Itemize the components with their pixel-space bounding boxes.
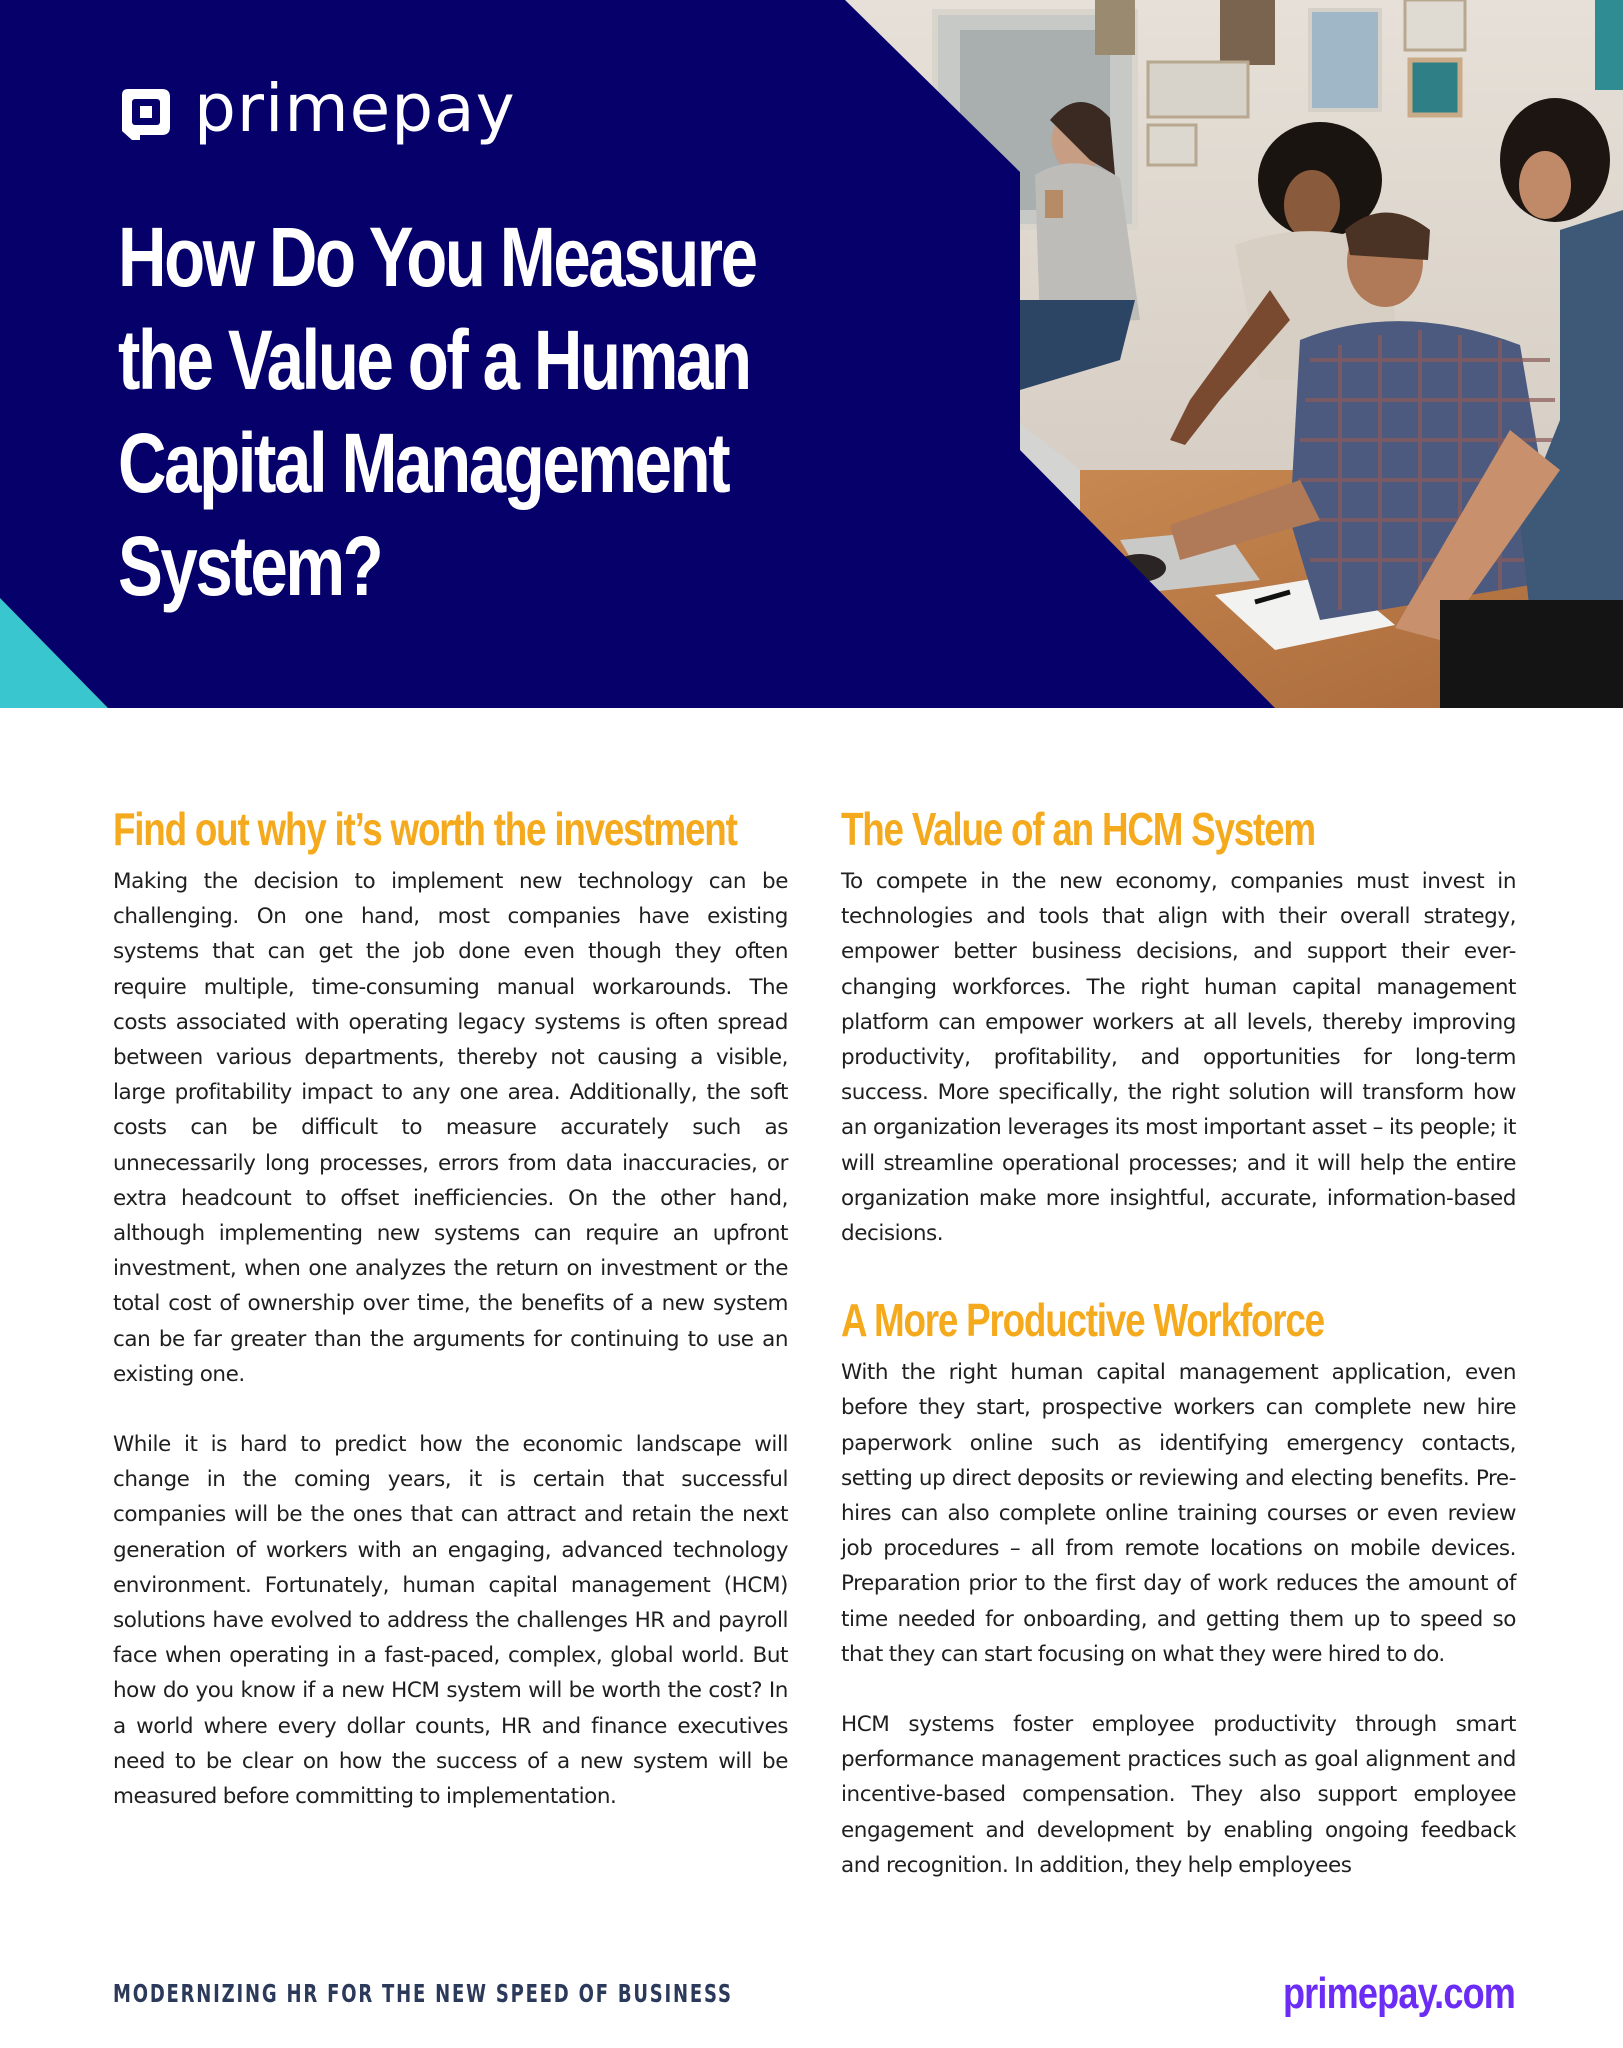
- left-column: [113, 800, 788, 1814]
- hero-banner: [0, 0, 1623, 708]
- paragraph: HCM systems foster employee productivity through smart performance management practices such as goal alignment and incentive-based compensation. They also support employee engagement and development by enabling ongoing feedback and recognition. In addition, they help employees: [841, 1712, 1516, 1878]
- section-heading-hcm-value: The Value of an HCM System: [841, 803, 1315, 855]
- page-title: [118, 206, 878, 618]
- footer-website-link[interactable]: primepay.com: [1282, 1969, 1515, 2018]
- footer-tagline: MODERNIZING HR FOR THE NEW SPEED OF BUSINESS: [113, 1979, 733, 2008]
- title-line: the Value of a Human: [118, 313, 750, 407]
- right-column: [841, 800, 1516, 1883]
- paragraph: With the right human capital management application, even before they start, prospective workers can complete new hire paperwork online such as identifying emergency contacts, setting up direct deposits or reviewing and electing benefits. Pre-hires can also complete online training courses or even review job procedures – all from remote locations on mobile devices. Preparation prior to the first day of work reduces the amount of time needed for onboarding, and getting them up to speed so that they can start focusing on what they were hired to do.: [841, 1360, 1516, 1667]
- logo-wordmark: primepay: [194, 70, 516, 147]
- title-line: Capital Management: [118, 416, 729, 510]
- title-line: System?: [118, 519, 382, 613]
- section-heading-productive-workforce: A More Productive Workforce: [841, 1294, 1324, 1347]
- primepay-logo-icon: [118, 87, 172, 141]
- paragraph: To compete in the new economy, companies must invest in technologies and tools that align with their overall strategy, empower better business decisions, and support their ever-changing workforces. The right human capital management platform can empower workers at all levels, thereby improving productivity, profitability, and opportunities for long-term success. More specifically, the right solution will transform how an organization leverages its most important asset – its people; it will streamline operational processes; and it will help the entire organization make more insightful, accurate, information-based decisions.: [841, 869, 1516, 1247]
- title-line: How Do You Measure: [118, 210, 756, 304]
- section-heading-investment: Find out why it’s worth the investment: [113, 803, 737, 855]
- paragraph: While it is hard to predict how the economic landscape will change in the coming years, it is certain that successful companies will be the ones that can attract and retain the next generation of workers with an engaging, advanced technology environment. Fortunately, human capital management (HCM) solutions have evolved to address the challenges HR and payroll face when operating in a fast-paced, complex, global world. But how do you know if a new HCM system will be worth the cost? In a world where every dollar counts, HR and finance executives need to be clear on how the success of a new system will be measured before committing to implementation.: [113, 1432, 788, 1810]
- paragraph: Making the decision to implement new technology can be challenging. On one hand, most companies have existing systems that can get the job done even though they often require multiple, time-consuming manual workarounds. The costs associated with operating legacy systems is often spread between various departments, thereby not causing a visible, large profitability impact to any one area. Additionally, the soft costs can be difficult to measure accurately such as unnecessarily long processes, errors from data inaccuracies, or extra headcount to offset inefficiencies. On the other hand, although implementing new systems can require an upfront investment, when one analyzes the return on investment or the total cost of ownership over time, the benefits of a new system can be far greater than the arguments for continuing to use an existing one.: [113, 869, 788, 1387]
- primepay-logo[interactable]: [118, 70, 516, 147]
